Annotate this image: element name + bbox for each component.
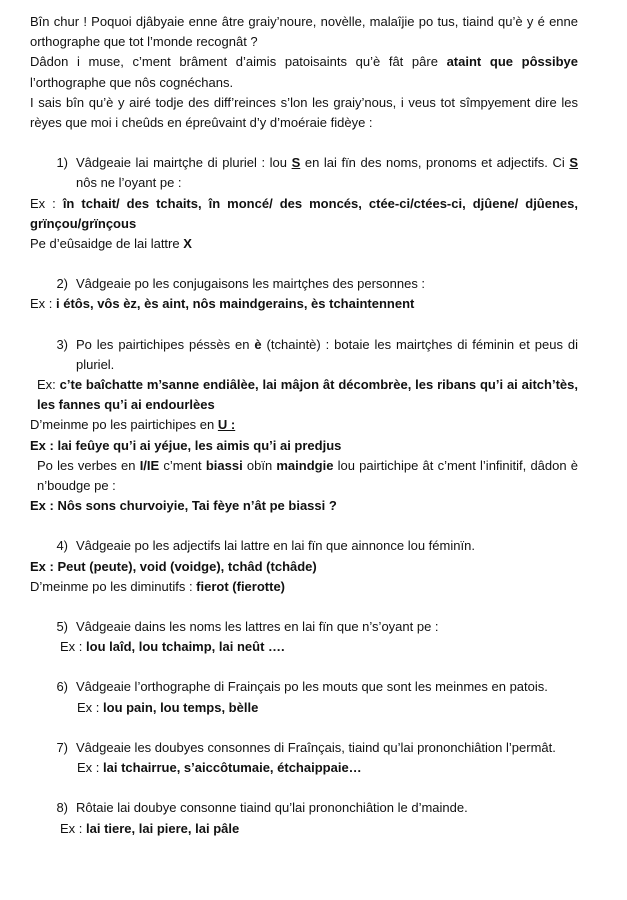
rule-number: 2) <box>56 276 68 292</box>
intro-line-3: I sais bîn qu’è y airé todje des diff’reinces s’lon les graiy’nous, i veus tot sîmpyement dire les rèyes que moi i cheûds en épreûvaint d’y d’moéraie fidèye : <box>30 94 578 131</box>
rule-number: 4) <box>56 538 68 554</box>
example-words: Ex : lai feûye qu’i ai yéjue, les aimis qu’i ai predjus <box>30 437 342 453</box>
rule-text-part: Vâdgeaie lai mairtçhe di pluriel : lou <box>76 155 292 171</box>
note-highlight: fierot (fierotte) <box>196 578 286 594</box>
rule-8 <box>30 798 578 818</box>
example-label: Ex : <box>77 699 104 715</box>
note-text: Po les verbes en <box>37 457 140 473</box>
rule-3-participle-u <box>30 415 578 435</box>
note-highlight: U : <box>217 417 236 433</box>
rule-3-example-3 <box>30 496 578 516</box>
note-text: c’ment <box>159 457 206 473</box>
example-label: Ex : <box>60 639 87 655</box>
rule-1 <box>30 153 578 193</box>
note-highlight: I/IE <box>139 457 160 473</box>
example-words: lou laîd, lou tchaimp, lai neût …. <box>86 639 285 655</box>
rule-3-ie-note <box>30 456 578 496</box>
example-label: Ex : <box>30 296 57 312</box>
rule-highlight: S <box>291 155 301 171</box>
note-text: obïn <box>242 457 277 473</box>
rule-text: Vâdgeaie les doubyes consonnes di Fraînçais, tiaind qu’lai prononchiâtion l’permât. <box>76 739 556 755</box>
example-words: Ex : Peut (peute), void (voidge), tchâd (tchâde) <box>30 558 317 574</box>
rule-6 <box>30 677 578 697</box>
example-label: Ex : <box>60 820 87 836</box>
rule-text <box>76 335 578 375</box>
rule-5-example <box>30 637 578 657</box>
rule-number: 5) <box>56 619 68 635</box>
rule-3-example-1 <box>30 375 578 415</box>
example-words: lou pain, lou temps, bèlle <box>103 699 259 715</box>
rule-7 <box>30 738 578 758</box>
intro-line-2 <box>30 52 578 92</box>
note-highlight: biassi <box>205 457 243 473</box>
note-text: D’meinme po les pairtichipes en <box>30 417 218 433</box>
example-words: în tchait/ des tchaits, în moncé/ des moncés, ctée-ci/ctées-ci, djûene/ djûenes, grïnçou/grïnçous <box>30 195 578 231</box>
note-highlight: maindgie <box>276 457 334 473</box>
note-highlight: X <box>183 236 192 252</box>
example-words: lai tiere, lai piere, lai pâle <box>86 820 240 836</box>
note-text: D’meinme po les diminutifs : <box>30 578 197 594</box>
rule-6-example <box>30 698 578 718</box>
rule-text-part: (tchaintè) : botaie les mairtçhes di féminin et peus di pluriel. <box>76 336 579 372</box>
rule-4-example <box>30 557 578 577</box>
example-words: Ex : Nôs sons churvoiyie, Tai fèye n’ât pe biassi ? <box>30 498 337 514</box>
example-label: Ex: <box>37 377 60 393</box>
intro-line-2-c: l’orthographe que nôs cognéchans. <box>30 74 234 90</box>
rule-7-example <box>30 758 578 778</box>
rule-text: Vâdgeaie dains les noms les lattres en lai fïn que n’s’oyant pe : <box>76 619 439 635</box>
example-label: Ex : <box>30 195 63 211</box>
intro-line-2-bold: ataint que pôssibye <box>446 54 578 70</box>
rule-text-part: nôs ne l’oyant pe : <box>76 175 182 191</box>
rule-number: 8) <box>56 800 68 816</box>
intro-line-1: Bîn chur ! Poquoi djâbyaie enne âtre graiy’noure, novèlle, malaîjie po tus, tiaind qu’è y é enne orthographe que tot l’monde recognât ? <box>30 14 578 50</box>
example-words: c’te baîchatte m’sanne endiâlèe, lai mâjon ât décombrèe, les ribans qu’i ai aitch’tès, les fannes qu’i ai endourlèes <box>37 377 578 413</box>
rule-1-example <box>30 194 578 234</box>
rule-text: Vâdgeaie l’orthographe di Frainçais po les mouts que sont les meinmes en patois. <box>76 679 548 695</box>
example-words: lai tchairrue, s’aiccôtumaie, étchaippaie… <box>103 760 362 776</box>
rule-number: 7) <box>56 739 68 755</box>
intro-line-2-a: Dâdon i muse, c’ment brâment d’aimis patoisaints qu’è fât pâre <box>30 54 447 70</box>
rule-number: 1) <box>56 155 68 171</box>
rule-4 <box>30 536 578 556</box>
rule-text: Vâdgeaie po les conjugaisons les mairtçhes des personnes : <box>76 276 426 292</box>
rule-1-note <box>30 234 578 254</box>
note-text: lou pairtichipe ât c’ment l’infinitif, dâdon è n’boudge pe : <box>37 457 578 494</box>
document-page <box>30 12 578 839</box>
rule-2-example <box>30 294 578 314</box>
example-label: Ex : <box>77 760 104 776</box>
rule-text: Vâdgeaie po les adjectifs lai lattre en lai fïn que ainnonce lou féminïn. <box>76 538 475 554</box>
rule-text <box>76 153 578 193</box>
rule-text-part: Po les pairtichipes péssès en <box>76 336 255 352</box>
rule-number: 3) <box>56 336 68 352</box>
rule-3-example-2 <box>30 436 578 456</box>
rule-2 <box>30 274 578 294</box>
rule-text-part: en lai fïn des noms, pronoms et adjectifs. Ci <box>300 155 570 171</box>
rule-highlight: è <box>254 336 262 352</box>
rule-text: Rôtaie lai doubye consonne tiaind qu’lai prononchiâtion le d’mainde. <box>76 800 468 816</box>
rule-8-example <box>30 819 578 839</box>
rule-4-diminutive <box>30 577 578 597</box>
rule-5 <box>30 617 578 637</box>
note-text: Pe d’eûsaidge de lai lattre <box>30 236 184 252</box>
rule-3 <box>30 335 578 375</box>
example-words: i étôs, vôs èz, ès aint, nôs maindgerains, ès tchaintennent <box>56 296 415 312</box>
rule-number: 6) <box>56 679 68 695</box>
rule-highlight: S <box>569 155 578 171</box>
